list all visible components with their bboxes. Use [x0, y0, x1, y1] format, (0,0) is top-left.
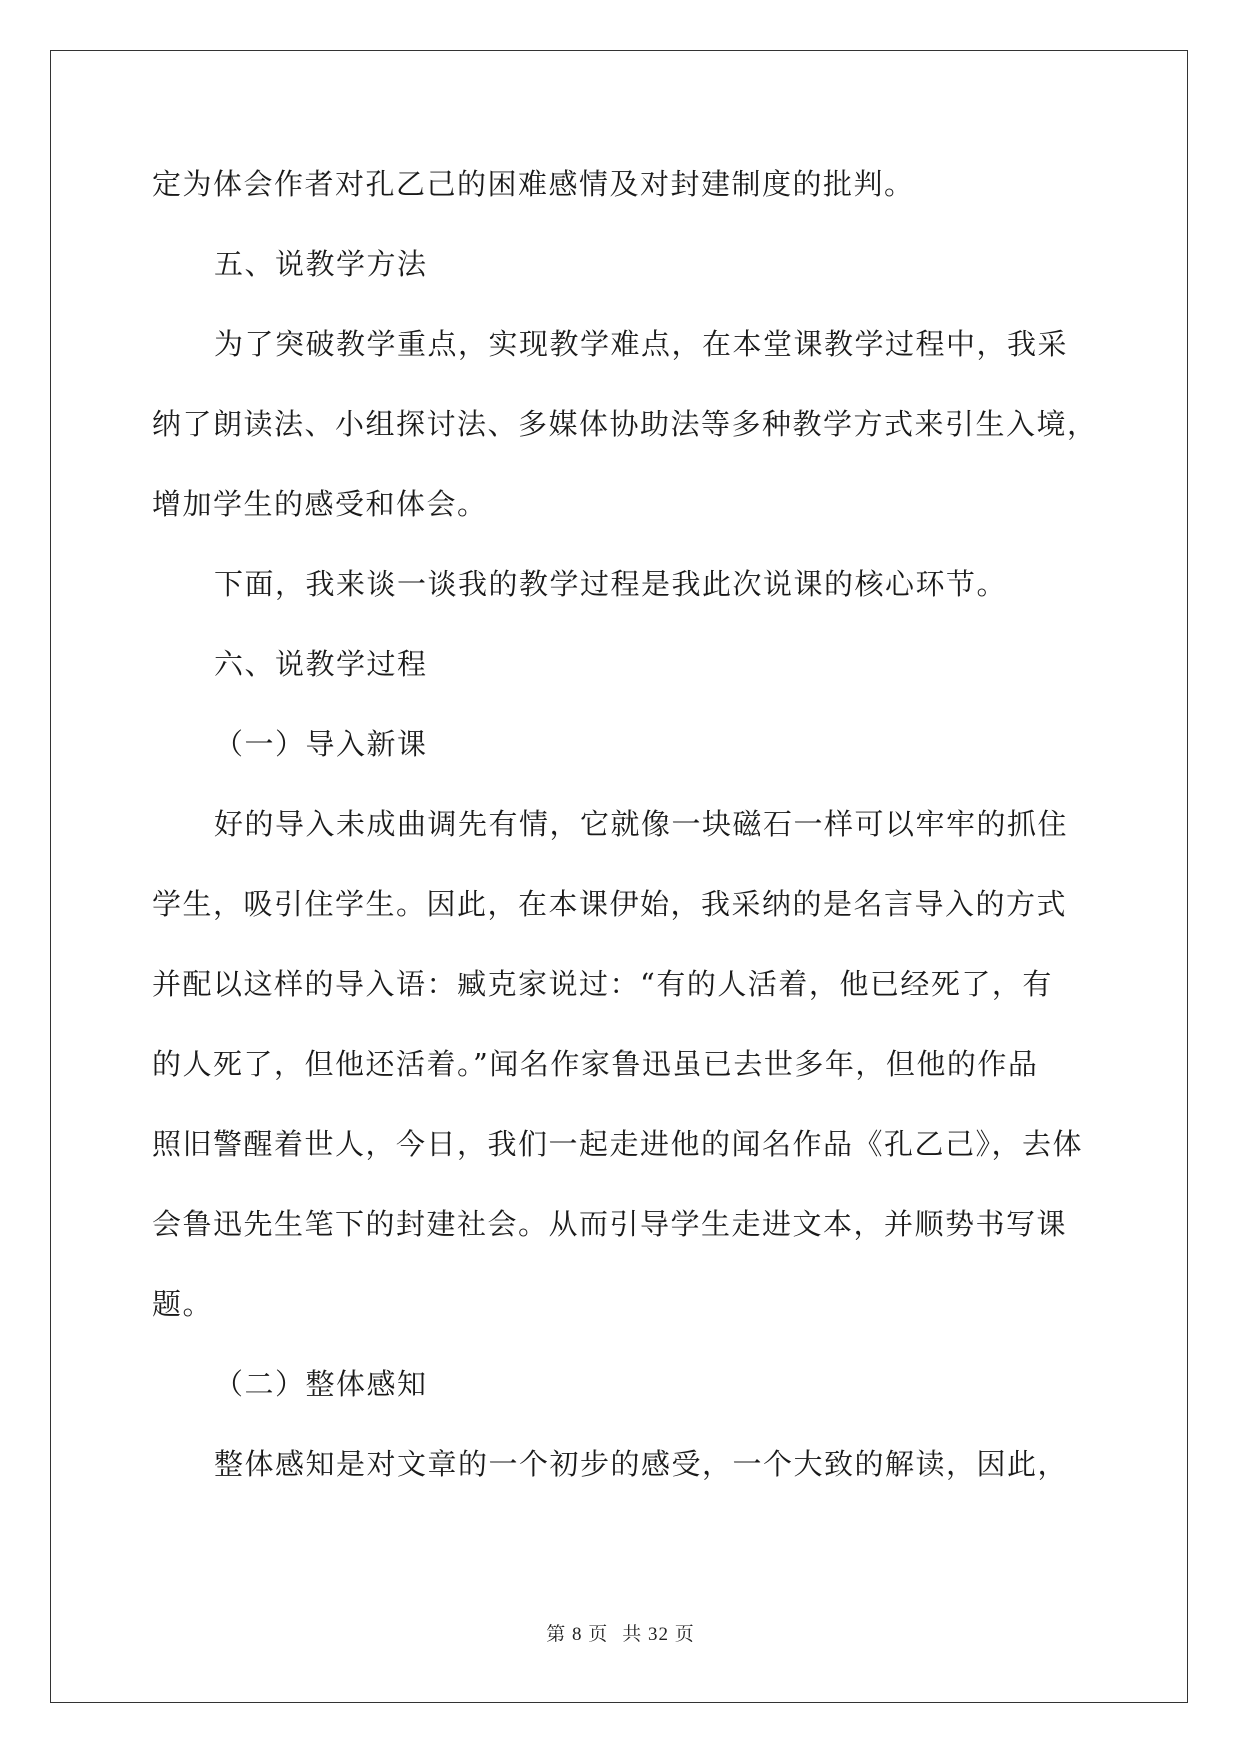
- page-total: 共 32 页: [622, 1624, 695, 1645]
- page-footer: [0, 1619, 1241, 1646]
- paragraph-line: 题。: [152, 1287, 214, 1321]
- paragraph-line: 并配以这样的导入语：臧克家说过：“有的人活着，他已经死了，有: [152, 967, 1053, 1001]
- paragraph-line: 增加学生的感受和体会。: [152, 487, 488, 521]
- section-heading: 六、说教学过程: [214, 647, 428, 681]
- paragraph-line: 照旧警醒着世人，今日，我们一起走进他的闻名作品《孔乙己》，去体: [152, 1127, 1084, 1161]
- section-heading: 五、说教学方法: [214, 247, 428, 281]
- paragraph-line: 定为体会作者对孔乙己的困难感情及对封建制度的批判。: [152, 167, 915, 201]
- paragraph-line: 会鲁迅先生笔下的封建社会。从而引导学生走进文本，并顺势书写课: [152, 1207, 1068, 1241]
- subsection-heading: （二）整体感知: [214, 1367, 428, 1401]
- page-number: 第 8 页: [546, 1624, 609, 1645]
- paragraph-line: 为了突破教学重点，实现教学难点，在本堂课教学过程中，我采: [214, 327, 1069, 361]
- paragraph-line: 学生，吸引住学生。因此，在本课伊始，我采纳的是名言导入的方式: [152, 887, 1068, 921]
- paragraph-line: 的人死了，但他还活着。”闻名作家鲁迅虽已去世多年，但他的作品: [152, 1047, 1039, 1081]
- paragraph-line: 好的导入未成曲调先有情，它就像一块磁石一样可以牢牢的抓住: [214, 807, 1069, 841]
- paragraph-line: 整体感知是对文章的一个初步的感受，一个大致的解读，因此，: [214, 1447, 1069, 1481]
- subsection-heading: （一）导入新课: [214, 727, 428, 761]
- paragraph-line: 下面，我来谈一谈我的教学过程是我此次说课的核心环节。: [214, 567, 1008, 601]
- paragraph-line: 纳了朗读法、小组探讨法、多媒体协助法等多种教学方式来引生入境，: [152, 407, 1098, 441]
